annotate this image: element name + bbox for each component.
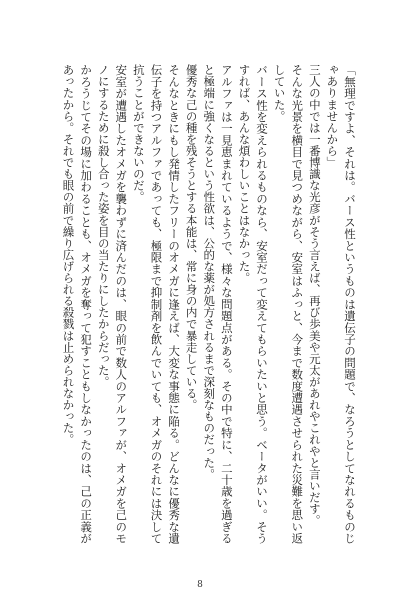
vertical-text-body: [38, 64, 358, 544]
paragraph: 安室が遭遇したオメガを襲わずに済んだのは、眼の前で数人のアルファが、オメガを己のモノにするために殺し合った姿を目の当たりにしたからだった。: [96, 64, 129, 544]
paragraph: 三人の中では一番博識な光彦がそう言えば、再び歩美や元太があれやこれやと言いだす。: [307, 64, 322, 526]
paragraph: そんなときにもし発情したフリーのオメガに逢えば、大変な事態に陥る。どんなに優秀な遺伝子を持つアルファであっても、極限まで抑制剤を飲んでいても、オメガのそれには決して抗うことができないのだ。: [131, 64, 182, 544]
paragraph: 「無理ですよ、それは。バース性というものは遺伝子の問題で、なろうとしてなれるものじゃありませんから」: [325, 64, 357, 544]
paragraph: アルファは一見恵まれているようで、様々な問題点がある。その中で特に、二十歳を過ぎると極端に強くなるという性欲は、公的な薬が処方されるまで深刻なものだった。: [202, 64, 234, 544]
page-number: 8: [197, 580, 203, 590]
paragraph: 優秀な己の種を残そうとする本能は、常に身の内で暴走している。: [184, 64, 199, 411]
paragraph: バース性を変えられるものなら、安室だって変えてもらいたいと思う。ベータがいい。そうすれば、あんな煩わしいことはなかった。: [237, 64, 270, 544]
paragraph: かろうじてその場に加わることも、オメガを奪って犯すこともしなかったのは、己の正義があったから。それでも眼の前で繰り広げられる殺戮は止められなかった。: [61, 64, 94, 544]
paragraph: そんな光景を横目で見つめながら、安室はふっと、今まで数度遭遇させられた災難を思い返していた。: [272, 64, 305, 544]
